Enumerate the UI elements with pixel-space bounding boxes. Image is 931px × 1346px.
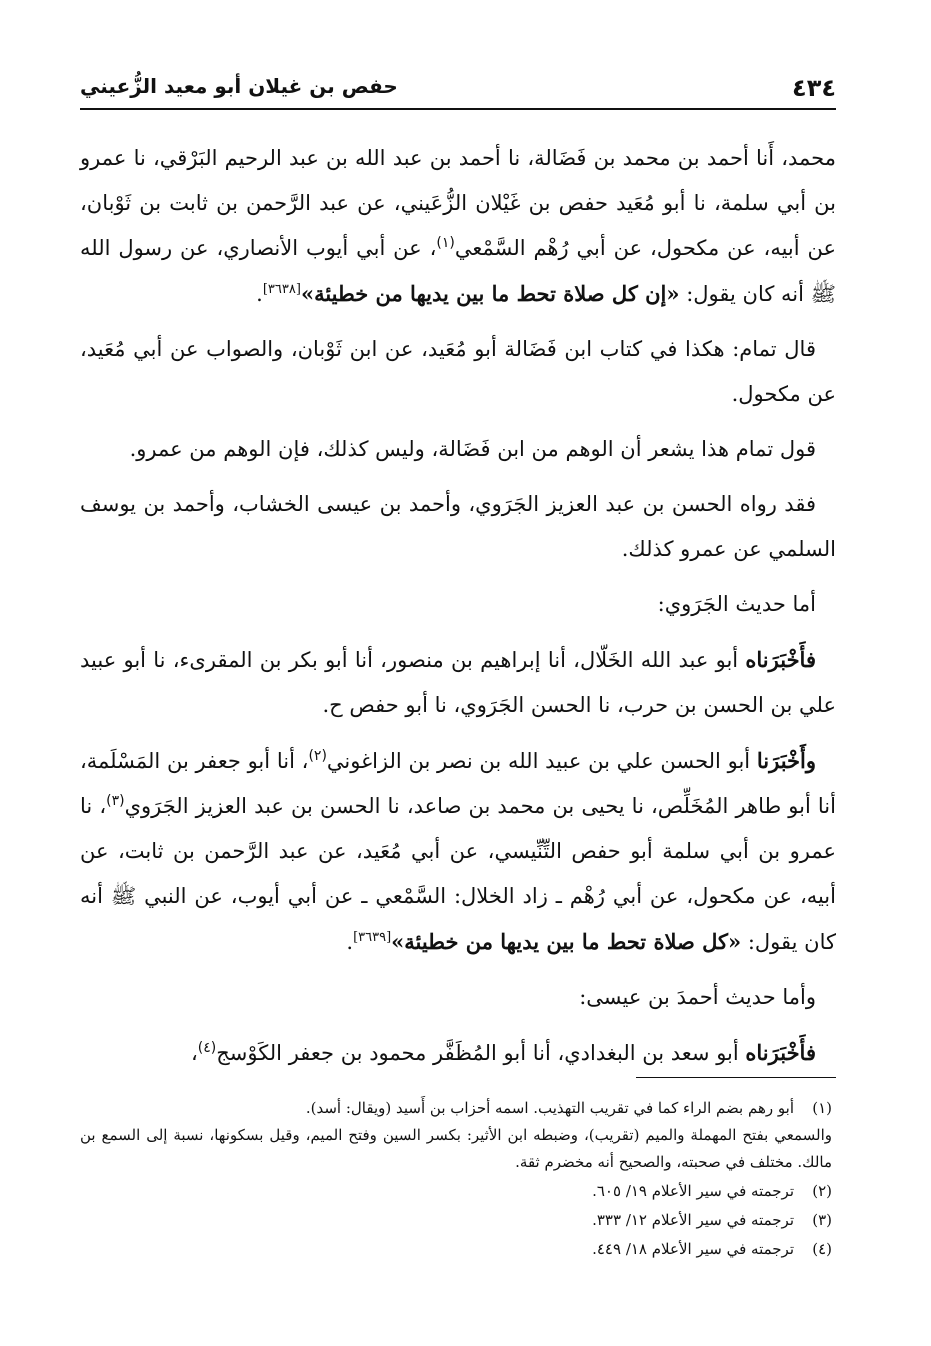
section-heading-ahmad: وأما حديث أحمدَ بن عيسى:: [579, 985, 816, 1009]
hadith-number-1: [٣٦٣٨]: [262, 282, 301, 297]
footnote-number: (٤): [812, 1240, 832, 1258]
paragraph-2: قال تمام: هكذا في كتاب ابن فَضَالة أبو مُعَيد، عن ابن ثَوْبان، والصواب عن أبي مُعَيد، عن مكحول.: [80, 337, 836, 406]
paragraph-1: [80, 136, 836, 317]
p6-text: أبو عبد الله الخَلّال، أنا إبراهيم بن منصور، أنا أبو بكر بن المقرىء، نا أبو عبيد علي بن الحسن بن حرب، نا الحسن الجَرَوي، نا أبو حفص ح.: [80, 648, 836, 717]
footnote-1: [80, 1095, 836, 1176]
p6-lead: فأَخْبَرَناه: [745, 647, 816, 672]
footnote-line: والسمعي بفتح المهملة والميم (تقريب)، وضبطه ابن الأثير: بكسر السين وفتح الميم، وقيل بسكونها، نسبة إلى السمع بن مالك. مختلف في صحبته، والصحيح أنه مخضرم ثقة.: [80, 1126, 832, 1171]
p7-end: .: [346, 930, 354, 954]
hadith-quote-1: «إن كل صلاة تحط ما بين يديها من خطيئة»: [300, 281, 680, 306]
p7-text-b: ، أنا أبو جعفر بن المَسْلَمة، أنا أبو طاهر المُخَلِّص، نا يحيى بن محمد بن صاعد، نا الحسن بن عبد العزيز الجَرَوي: [80, 749, 836, 818]
page-header: [80, 66, 836, 106]
main-text: [80, 136, 836, 1086]
footnote-number: (١): [812, 1099, 832, 1117]
footnote-line: ترجمته في سير الأعلام ١٨/ ٤٤٩.: [592, 1240, 794, 1258]
footnote-ref-3: (٣): [106, 793, 125, 809]
footnote-separator: [636, 1077, 836, 1078]
footnote-2: [80, 1178, 836, 1205]
paragraph-3: قول تمام هذا يشعر أن الوهم من ابن فَضَالة، وليس كذلك، فإن الوهم من عمرو.: [129, 437, 816, 461]
p9-text: أبو سعد بن البغدادي، أنا أبو المُظَفَّر محمود بن جعفر الكَوْسج: [216, 1041, 746, 1065]
footnote-ref-2: (٢): [308, 748, 327, 764]
p1-end: .: [256, 282, 263, 306]
p9-lead: فأَخْبَرَناه: [745, 1040, 816, 1065]
footnote-ref-1: (١): [436, 235, 455, 251]
paragraph-7: [80, 738, 836, 965]
p7-lead: وأَخْبَرَنا: [756, 748, 816, 773]
footnote-number: (٢): [812, 1182, 832, 1200]
paragraph-4: فقد رواه الحسن بن عبد العزيز الجَرَوي، وأحمد بن عيسى الخشاب، وأحمد بن يوسف السلمي عن عمرو كذلك.: [80, 492, 836, 561]
footnote-3: [80, 1207, 836, 1234]
hadith-quote-2: «كل صلاة تحط ما بين يديها من خطيئة»: [391, 929, 742, 954]
page-number: ٤٣٤: [792, 74, 836, 102]
section-heading-jarawi: أما حديث الجَرَوي:: [657, 592, 816, 616]
footnote-line: ترجمته في سير الأعلام ١٢/ ٣٣٣.: [592, 1211, 794, 1229]
hadith-number-2: [٣٦٣٩]: [353, 930, 392, 945]
p1-text-a: محمد، أَنا أحمد بن محمد بن فَضَالة، نا أحمد بن عبد الله بن عبد الرحيم البَرْقي، نا عمرو بن أبي سلمة، نا أبو مُعَيد حفص بن غَيْلان الزُّعَيني، عن عبد الرَّحمن بن ثابت بن ثَوْبان، عن أبيه، عن مكحول، عن أبي رُهْم السَّمْعي: [80, 146, 836, 260]
running-title: حفص بن غيلان أبو معيد الزُّعيني: [80, 74, 398, 98]
p1-text-b: ، عن أبي أيوب الأنصاري، عن رسول الله ﷺ أنه كان يقول:: [80, 236, 836, 306]
header-rule: [80, 108, 836, 110]
p7-text-a: أبو الحسن علي بن عبيد الله بن نصر بن الزاغوني: [326, 749, 757, 773]
footnote-number: (٣): [812, 1211, 832, 1229]
paragraph-9: [80, 1030, 836, 1076]
p9-end: ،: [190, 1041, 198, 1065]
p7-text-c: ، نا عمرو بن أبي سلمة أبو حفص التِّنِّيسي، عن أبي مُعَيد، عن عبد الرَّحمن بن ثابت، عن أبيه، عن مكحول، عن أبي رُهْم ـ زاد الخلال: السَّمْعي ـ عن أبي أيوب، عن النبي ﷺ أنه كان يقول:: [80, 794, 836, 954]
footnote-line: ترجمته في سير الأعلام ١٩/ ٦٠٥.: [592, 1182, 794, 1200]
footnote-line: أبو رهم بضم الراء كما في تقريب التهذيب. اسمه أحزاب بن أَسيد (ويقال: أسد).: [305, 1099, 794, 1117]
footnote-4: [80, 1236, 836, 1263]
paragraph-6: [80, 637, 836, 728]
footnote-ref-4: (٤): [197, 1040, 217, 1056]
footnotes: [80, 1095, 836, 1265]
